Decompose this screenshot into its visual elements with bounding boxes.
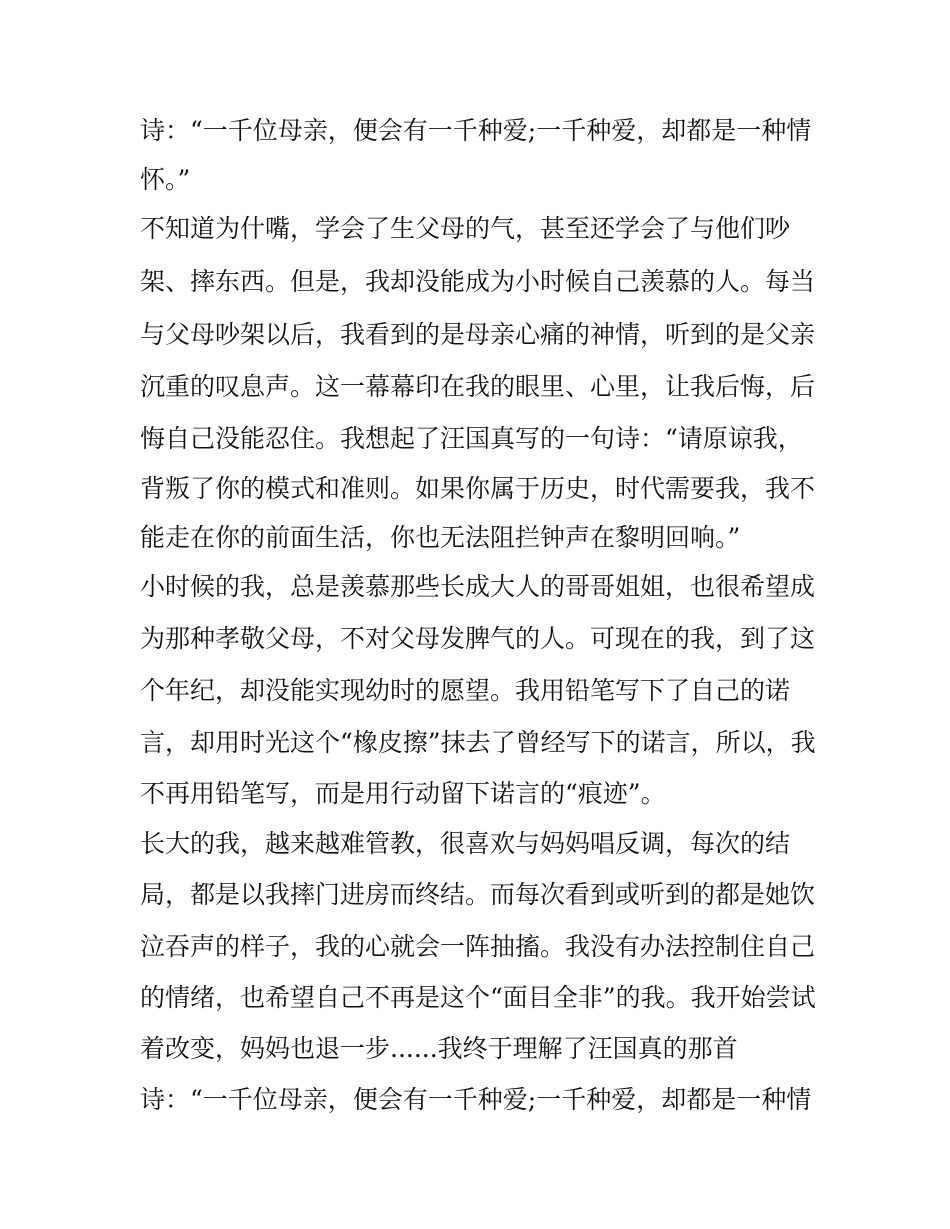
text-line: 泣吞声的样子，我的心就会一阵抽搐。我没有办法控制住自己 [140, 932, 816, 961]
text-line: 诗：“一千位母亲，便会有一千种爱;一千种爱，却都是一种情 [140, 116, 812, 145]
text-line: 与父母吵架以后，我看到的是母亲心痛的神情，听到的是父亲 [140, 320, 816, 349]
text-line: 能走在你的前面生活，你也无法阻拦钟声在黎明回响。” [140, 523, 741, 552]
text-line: 局，都是以我摔门进房而终结。而每次看到或听到的都是她饮 [140, 880, 816, 909]
text-line: 长大的我，越来越难管教，很喜欢与妈妈唱反调，每次的结 [140, 829, 791, 858]
text-line: 悔自己没能忍住。我想起了汪国真写的一句诗：“请原谅我， [140, 424, 803, 453]
text-line: 背叛了你的模式和准则。如果你属于历史，时代需要我，我不 [140, 474, 816, 503]
text-line: 为那种孝敬父母，不对父母发脾气的人。可现在的我，到了这 [140, 624, 816, 653]
text-line: 诗：“一千位母亲，便会有一千种爱;一千种爱，却都是一种情 [140, 1085, 812, 1114]
text-line: 架、摔东西。但是，我却没能成为小时候自己羡慕的人。每当 [140, 267, 816, 296]
text-line: 沉重的叹息声。这一幕幕印在我的眼里、心里，让我后悔，后 [140, 372, 816, 401]
text-line: 个年纪，却没能实现幼时的愿望。我用铅笔写下了自己的诺 [140, 676, 791, 705]
text-line: 不再用铅笔写，而是用行动留下诺言的“痕迹”。 [140, 779, 666, 808]
text-line: 着改变，妈妈也退一步......我终于理解了汪国真的那首 [140, 1034, 738, 1063]
text-line: 言，却用时光这个“橡皮擦”抹去了曾经写下的诺言，所以，我 [140, 728, 816, 757]
text-line: 的情绪，也希望自己不再是这个“面目全非”的我。我开始尝试 [140, 983, 816, 1012]
text-line: 怀。” [140, 165, 191, 194]
text-line: 小时候的我，总是羡慕那些长成大人的哥哥姐姐，也很希望成 [140, 572, 816, 601]
text-line: 不知道为什嘴，学会了生父母的气，甚至还学会了与他们吵 [140, 214, 791, 243]
